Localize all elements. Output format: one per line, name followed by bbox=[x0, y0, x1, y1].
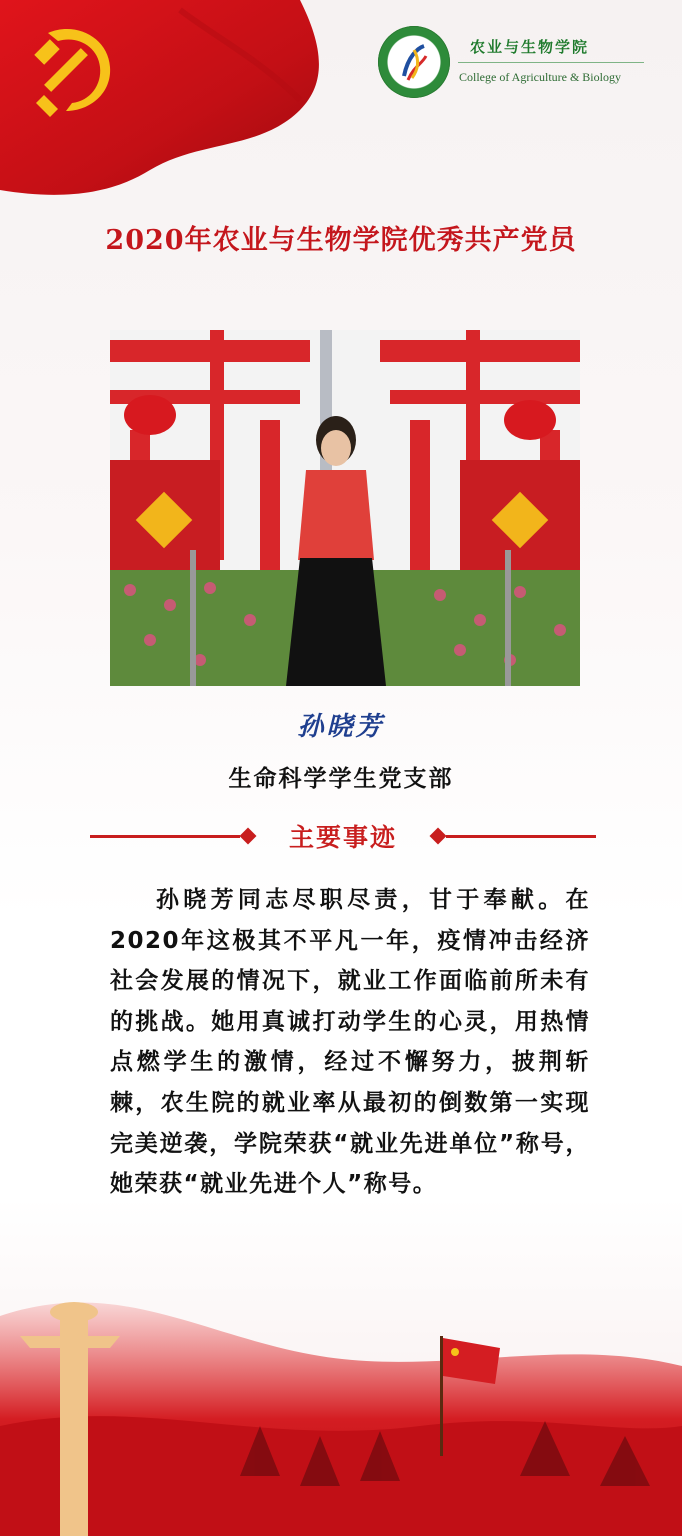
profile-photo bbox=[110, 330, 580, 686]
section-title: 主要事迹 bbox=[288, 823, 397, 852]
party-branch: 生命科学学生党支部 bbox=[228, 766, 454, 792]
section-header bbox=[90, 818, 596, 854]
party-flag-decoration bbox=[0, 0, 340, 200]
college-emblem-icon bbox=[378, 26, 450, 98]
bottom-decoration bbox=[0, 1276, 682, 1536]
page-title: 2020年农业与生物学院优秀共产党员 bbox=[105, 225, 577, 256]
section-line-right bbox=[446, 835, 596, 838]
college-divider bbox=[458, 62, 644, 63]
person-name: 孙晓芳 bbox=[297, 712, 385, 742]
profile-photo-illustration bbox=[110, 330, 580, 686]
college-name-en: College of Agriculture & Biology bbox=[459, 70, 621, 84]
achievement-text: 孙晓芳同志尽职尽责，甘于奉献。在2020年这极其不平凡一年，疫情冲击经济社会发展的情况下，就业工作面临前所未有的挑战。她用真诚打动学生的心灵，用热情点燃学生的激情，经过不懈努力，披荆斩棘，农生院的就业率从最初的倒数第一实现完美逆袭，学院荣获“就业先进单位”称号，她荣获“就业先进个人”称号。 bbox=[110, 887, 590, 1198]
college-name-cn: 农业与生物学院 bbox=[470, 38, 590, 56]
